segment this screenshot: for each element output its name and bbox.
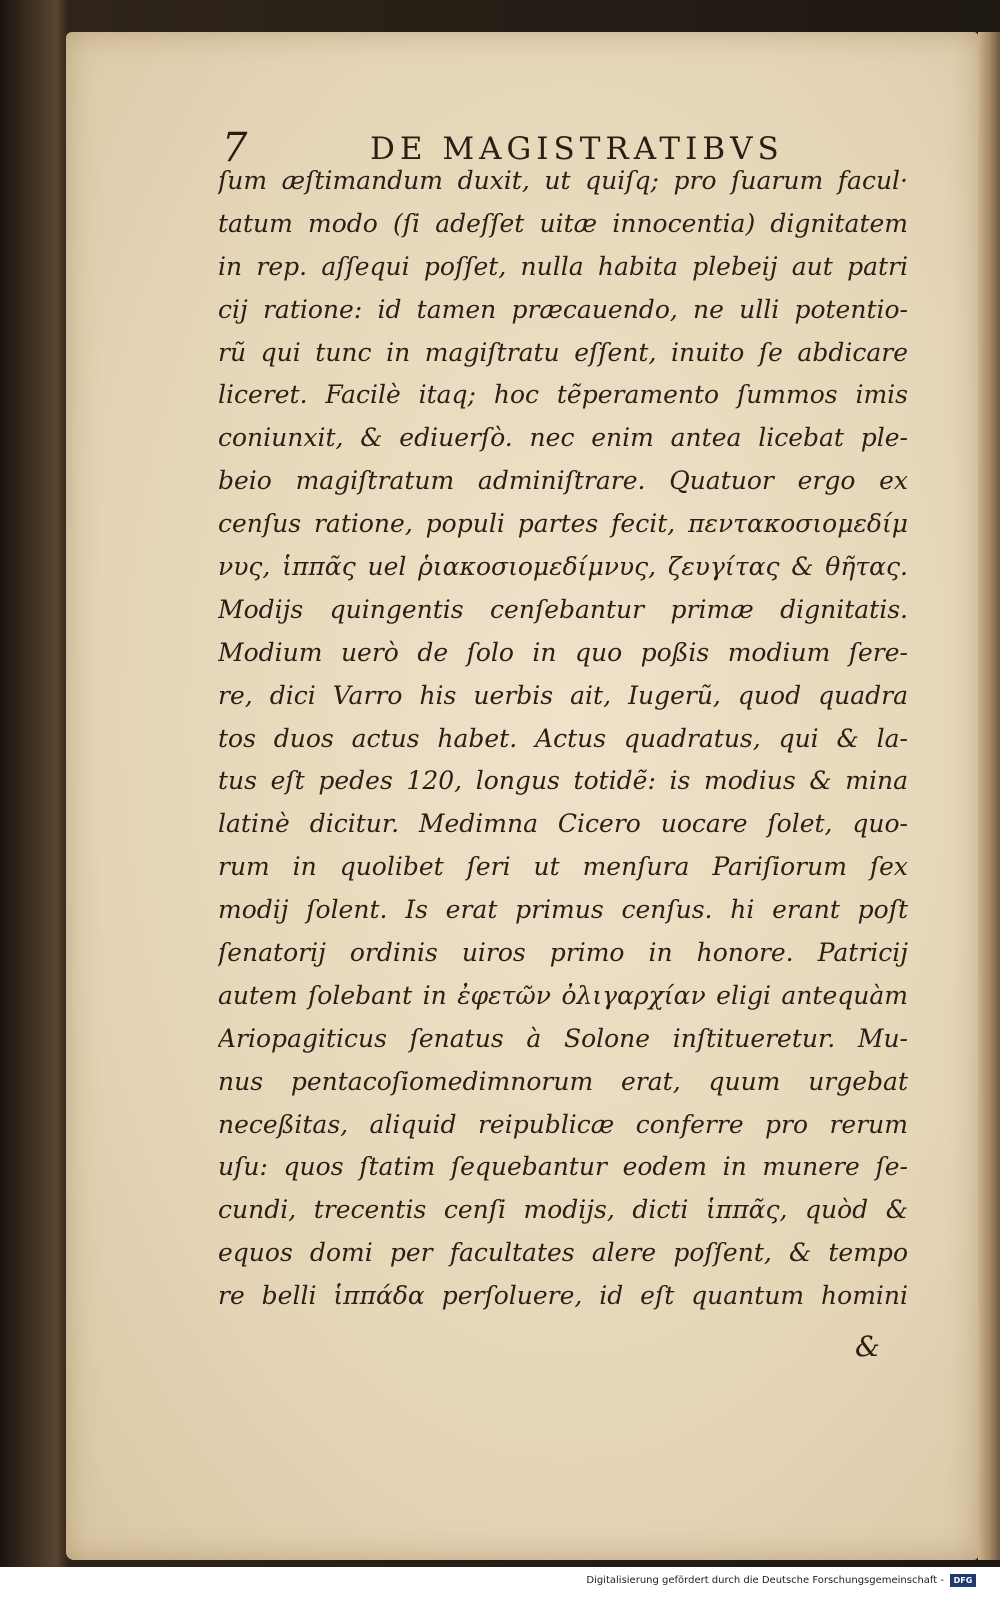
text-line: modij ſolent. Is erat primus cenſus. hi erant poſt [218,895,908,925]
body-text [218,160,908,1318]
text-line: νυς, ἱππᾶς uel ῥιακοσιομεδίμνυς, ζευγίτας & θῆτας. [218,552,908,582]
text-line: cij ratione: id tamen præcauendo, ne ulli potentio- [218,294,908,324]
text-line: cundi, trecentis cenſi modijs, dicti ἱππᾶς, quòd & [218,1195,908,1225]
text-line: coniunxit, & ediuerſò. nec enim antea licebat ple- [218,423,908,453]
text-line: Modijs quingentis cenſebantur primæ dignitatis. [218,594,908,624]
text-line: neceßitas, aliquid reipublicæ conferre pro rerum [218,1109,908,1139]
text-line: autem ſolebant in ἐφετῶν ὀλιγαρχίαν eligi antequàm [218,980,908,1010]
text-line: rũ qui tunc in magiſtratu eſſent, inuito ſe abdicare [218,337,908,367]
text-line: cenſus ratione, populi partes fecit, πεντακοσιομεδίμ [218,509,908,539]
text-line: in rep. aſſequi poſſet, nulla habita plebeij aut patri [218,251,908,281]
text-line: uſu: quos ſtatim ſequebantur eodem in munere ſe- [218,1152,908,1182]
footer [0,1567,1000,1597]
page-number: 7 [222,125,248,171]
text-line: nus pentacoſiomedimnorum erat, quum urgebat [218,1066,908,1096]
text-line: ſum æſtimandum duxit, ut quiſq; pro ſuarum facul· [218,166,908,195]
text-line: ſenatorij ordinis uiros primo in honore. Patricij [218,938,908,968]
text-line: Ariopagiticus ſenatus à Solone inſtitueretur. Mu- [218,1023,908,1053]
dfg-logo-icon: DFG [950,1574,976,1587]
running-title: DE MAGISTRATIBVS [370,131,784,167]
text-line: re belli ἱππάδα perſoluere, id eſt quantum homini [218,1281,908,1311]
binding-gutter [0,0,70,1567]
text-line: Modium uerò de ſolo in quo poßis modium ſere- [218,637,908,667]
text-line: rum in quolibet ſeri ut menſura Pariſiorum ſex [218,852,908,882]
text-line: tus eſt pedes 120, longus totidẽ: is modius & mina [218,766,908,796]
text-line: latinè dicitur. Medimna Cicero uocare ſolet, quo- [218,809,908,839]
funding-notice: Digitalisierung gefördert durch die Deutsche Forschungsgemeinschaft - [586,1575,944,1586]
catchword: & [855,1330,880,1363]
text-line: equos domi per facultates alere poſſent, & tempo [218,1238,908,1268]
text-line: tatum modo (ſi adeſſet uitæ innocentia) dignitatem [218,208,908,238]
page-edge [978,32,1000,1560]
text-line: tos duos actus habet. Actus quadratus, qui & la- [218,723,908,753]
text-line: re, dici Varro his uerbis ait, Iugerũ, quod quadra [218,680,908,710]
text-line: liceret. Facilè itaq; hoc tẽperamento ſummos imis [218,380,908,410]
text-line: beio magiſtratum adminiſtrare. Quatuor ergo ex [218,466,908,496]
